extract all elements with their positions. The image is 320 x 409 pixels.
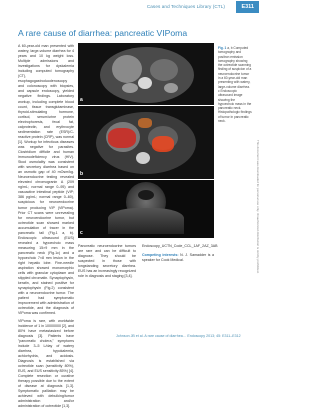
competing-interests-text: N. J. Samadder is a speaker for Cook Medical. [142, 253, 215, 263]
page-number-badge: E311 [236, 1, 259, 13]
competing-interests [142, 253, 214, 263]
panel-label: a [80, 97, 83, 103]
body-column-1 [18, 44, 74, 409]
figure-caption [218, 46, 252, 123]
page-footer: Johnson JB et al. A rare cause of diarrhea… Endoscopy 2013; 45: E311–E312 [116, 334, 241, 338]
body-column-2 [78, 244, 136, 314]
figure-panel-a [78, 43, 214, 105]
uctn-code: Endoscopy_UCTN_Code_CCL_1AF_2AZ_3AB [142, 244, 218, 248]
paragraph: VIPoma is rare, with worldwide incidence of 1 in 10000000 [2], and 80% have metastasized before diagnosis [3]. Patients have "pancreatic cholera," symptoms include 3–5 L/day of watery diarrhea, hypokalemia, achlorhydria, and acidosis. Diagnosis is established via octreotide scan (sensitivity 80%), EUS, and EUS sensitivity 85%) [4]. Complete resection or curative therapy possible due to the extent of disease at diagnosis [1,3]. Symptomatic palliation may be achieved with debulking/tumor administration and/or administration of octreotide [1,3]. [18, 318, 74, 409]
figure-panel-b [78, 106, 214, 179]
competing-interests-label: Competing interests: [142, 253, 179, 258]
panel-label: b [80, 171, 84, 177]
paragraph: Pancreatic neuroendocrine tumors are rare and can be difficult to diagnose. They should be suspected in those with longstanding secretory diarrhea. EUS has an increasingly recognized role in diagnosis and staging [3,4]. [78, 244, 136, 279]
figure-panel-c [78, 180, 214, 238]
caption-title: Fig. 1 [218, 46, 227, 50]
panel-label: c [80, 230, 83, 236]
page-header [0, 0, 263, 16]
article-title: A rare cause of diarrhea: pancreatic VIPoma [18, 28, 188, 38]
caption-text: a, b Computed tomography and positron emission tomography showing the octreotide scanning finding of suspicion of a neuroendocrine tumor in a 60-year-old man presenting with watery, large-volume diarrhea. c Endoscopic ultrasound image showing the hypoechoic mass in the pancreatic neck. Histopathologic findings of tumor in pancreatic neck. [218, 46, 252, 124]
download-notice: This document was downloaded for personal use only. Unauthorized distribution is strictly prohibited. [256, 140, 260, 274]
section-title: Cases and Techniques Library (CTL) [146, 4, 225, 9]
paragraph: A 60-year-old man presented with watery, large-volume diarrhea for 4 years and 10 kg weight loss. Multiple admissions and investigations for dyskalemia including computed tomography (CT), esophagogastroduodenoscopy and colonoscopy with biopsies, and capsule endoscopy, yielded negative findings. Laboratory workup, including complete blood count, tissue transglutaminase, thyroid-stimulating hormone, cortisol, serum/urine protein electrophoresis, fecal fat, calprotectin, and erythrocyte sedimentation rate (ESR)/C-reactive protein (CRP), was normal [1]. Workup for infectious diseases was negative for parasites. Clostridium difficile and human immunodeficiency virus (HIV). Stool osmolality was consistent with secretory diarrhea based on an osmotic gap of 40 mOsm/kg. Neuroendocrine testing revealed elevated chromogranin A (209 ng/mL; normal range 0–95) and vasoactive intestinal peptide (VIP; 386 pg/mL; normal range 0–60), suspicious for neuroendocrine tumor producing VIP (VIPoma). Prior CT scans were unrevealing for neuroendocrine tumor, but octreotide scan showed marked accumulation of tracer in the pancreatic tail (Fig.1 a, b). Endoscopic ultrasound (EUS) revealed a hypoechoic mass measuring 15×9 mm in the pancreatic neck (Fig.1c) and a hypoechoic 7×8 mm lesion in the right hepatic lobe. Fine-needle aspiration showed monomorphic cells with granular cytoplasm and stippled chromatin. Synaptophysin, keratin, and stained positive for synaptophysin (Fig.2) consistent with a neuroendocrine tumor. The patient had symptomatic improvement with administration of octreotide, and the diagnosis of VIPoma was confirmed. [18, 44, 74, 316]
body-column-3 [142, 244, 218, 314]
